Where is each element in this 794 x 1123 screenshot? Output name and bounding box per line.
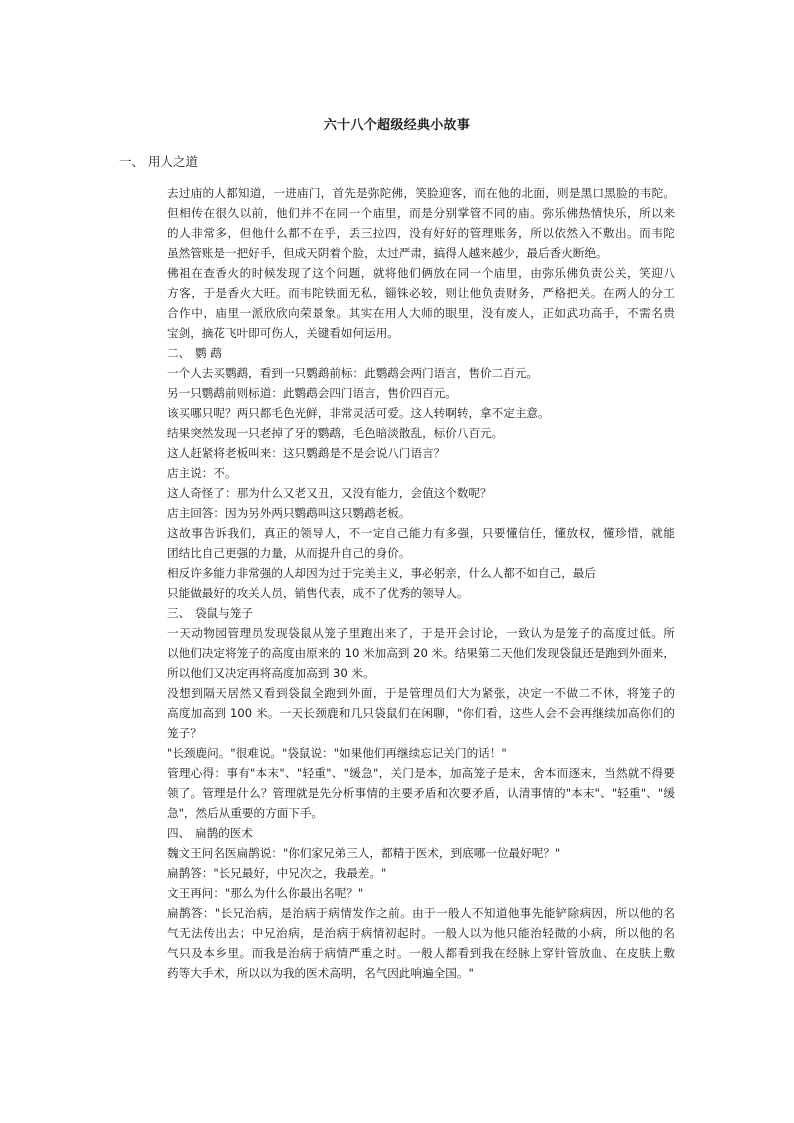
text-line: 这故事告诉我们，真正的领导人，不一定自己能力有多强，只要懂信任，懂放权，懂珍惜，就能	[167, 526, 675, 540]
text-line: 虽然管账是一把好手，但成天阴着个脸，太过严肃，搞得人越来越少，最后香火断绝。	[167, 246, 608, 260]
text-line: "长颈鹿问。"很难说。"袋鼠说："如果他们再继续忘记关门的话！"	[167, 746, 507, 760]
document-body	[167, 183, 675, 983]
text-line: 一天动物园管理员发现袋鼠从笼子里跑出来了，于是开会讨论，一致认为是笼子的高度过低。所	[167, 626, 675, 640]
text-line: 去过庙的人都知道，一进庙门，首先是弥陀佛，笑脸迎客，而在他的北面，则是黑口黑脸的韦陀。	[167, 186, 675, 200]
text-line: 管理心得：事有"本末"、"轻重"、"缓急"，关门是本，加高笼子是末，舍本而逐末，当然就不得要	[167, 766, 675, 780]
text-line: 所以他们又决定再将高度加高到 30 米。	[167, 666, 375, 680]
text-line: 气无法传出去；中兄治病，是治病于病情初起时。一般人以为他只能治轻微的小病，所以他的名	[167, 926, 675, 940]
section-heading	[167, 603, 675, 623]
text-line: 扁鹊答："长兄治病，是治病于病情发作之前。由于一般人不知道他事先能铲除病因，所以他的名	[167, 906, 675, 920]
section-number: 三、	[167, 606, 191, 620]
section-number: 二、	[167, 346, 191, 360]
section-heading	[167, 823, 675, 843]
text-line: 这人奇怪了：那为什么又老又丑，又没有能力，会值这个数呢？	[167, 486, 492, 500]
text-line: 但相传在很久以前，他们并不在同一个庙里，而是分别掌管不同的庙。弥乐佛热情快乐，所以来	[167, 206, 675, 220]
text-line: 没想到隔天居然又看到袋鼠全跑到外面，于是管理员们大为紧张，决定一不做二不休，将笼子的	[167, 686, 675, 700]
page-title: 六十八个超级经典小故事	[323, 118, 471, 133]
section-heading	[119, 152, 198, 170]
text-line: 高度加高到 100 米。一天长颈鹿和几只袋鼠们在闲聊，"你们看，这些人会不会再继续加高你们的	[167, 706, 675, 720]
text-line: 宝剑，摘花飞叶即可伤人，关键看如何运用。	[167, 326, 399, 340]
text-line: 气只及本乡里。而我是治病于病情严重之时。一般人都看到我在经脉上穿针管放血、在皮肤上敷	[167, 946, 675, 960]
text-line: 魏文王问名医扁鹊说："你们家兄弟三人，都精于医术，到底哪一位最好呢？"	[167, 846, 561, 860]
text-line: 文王再问："那么为什么你最出名呢？"	[167, 886, 364, 900]
section-number: 一、	[119, 154, 145, 169]
text-line: 方客，于是香火大旺。而韦陀铁面无私，锱铢必较，则让他负责财务，严格把关。在两人的分工	[167, 286, 675, 300]
section-title: 鹦 鹉	[195, 346, 222, 360]
text-line: 相反许多能力非常强的人却因为过于完美主义，事必躬亲，什么人都不如自己，最后	[167, 566, 596, 580]
text-line: 佛祖在查香火的时候发现了这个问题，就将他们俩放在同一个庙里，由弥乐佛负责公关，笑迎八	[167, 266, 675, 280]
text-line: 合作中，庙里一派欣欣向荣景象。其实在用人大师的眼里，没有废人，正如武功高手，不需名贵	[167, 306, 675, 320]
section-title: 袋鼠与笼子	[195, 606, 253, 620]
text-line: 另一只鹦鹉前则标道：此鹦鹉会四门语言，售价四百元。	[167, 386, 457, 400]
section-heading	[167, 343, 675, 363]
text-line: 扁鹊答："长兄最好，中兄次之，我最差。"	[167, 866, 387, 880]
text-line: 以他们决定将笼子的高度由原来的 10 米加高到 20 米。结果第二天他们发现袋鼠还是跑到外面来，	[167, 646, 675, 660]
text-line: 只能做最好的攻关人员，销售代表，成不了优秀的领导人。	[167, 586, 469, 600]
section-title: 用人之道	[148, 154, 199, 169]
text-line: 店主说：不。	[167, 466, 237, 480]
text-line: 急"，然后从重要的方面下手。	[167, 806, 324, 820]
text-line: 的人非常多，但他什么都不在乎，丢三拉四，没有好好的管理账务，所以依然入不敷出。而韦陀	[167, 226, 675, 240]
section-number: 四、	[167, 826, 191, 840]
text-line: 该买哪只呢？两只都毛色光鲜，非常灵活可爱。这人转啊转，拿不定主意。	[167, 406, 550, 420]
text-line: 领了。管理是什么？管理就是先分析事情的主要矛盾和次要矛盾，认清事情的"本末"、"轻重"、"缓	[167, 786, 675, 800]
text-line: 结果突然发现一只老掉了牙的鹦鹉，毛色暗淡散乱，标价八百元。	[167, 426, 504, 440]
text-line: 团结比自己更强的力量，从而提升自己的身价。	[167, 546, 411, 560]
text-line: 一个人去买鹦鹉，看到一只鹦鹉前标：此鹦鹉会两门语言，售价二百元。	[167, 366, 539, 380]
section-title: 扁鹊的医术	[195, 826, 253, 840]
text-line: 药等大手术，所以以为我的医术高明，名气因此响遍全国。"	[167, 966, 474, 980]
text-line: 店主回答：因为另外两只鹦鹉叫这只鹦鹉老板。	[167, 506, 411, 520]
text-line: 笼子？	[167, 726, 202, 740]
text-line: 这人赶紧将老板叫来：这只鹦鹉是不是会说八门语言？	[167, 446, 446, 460]
